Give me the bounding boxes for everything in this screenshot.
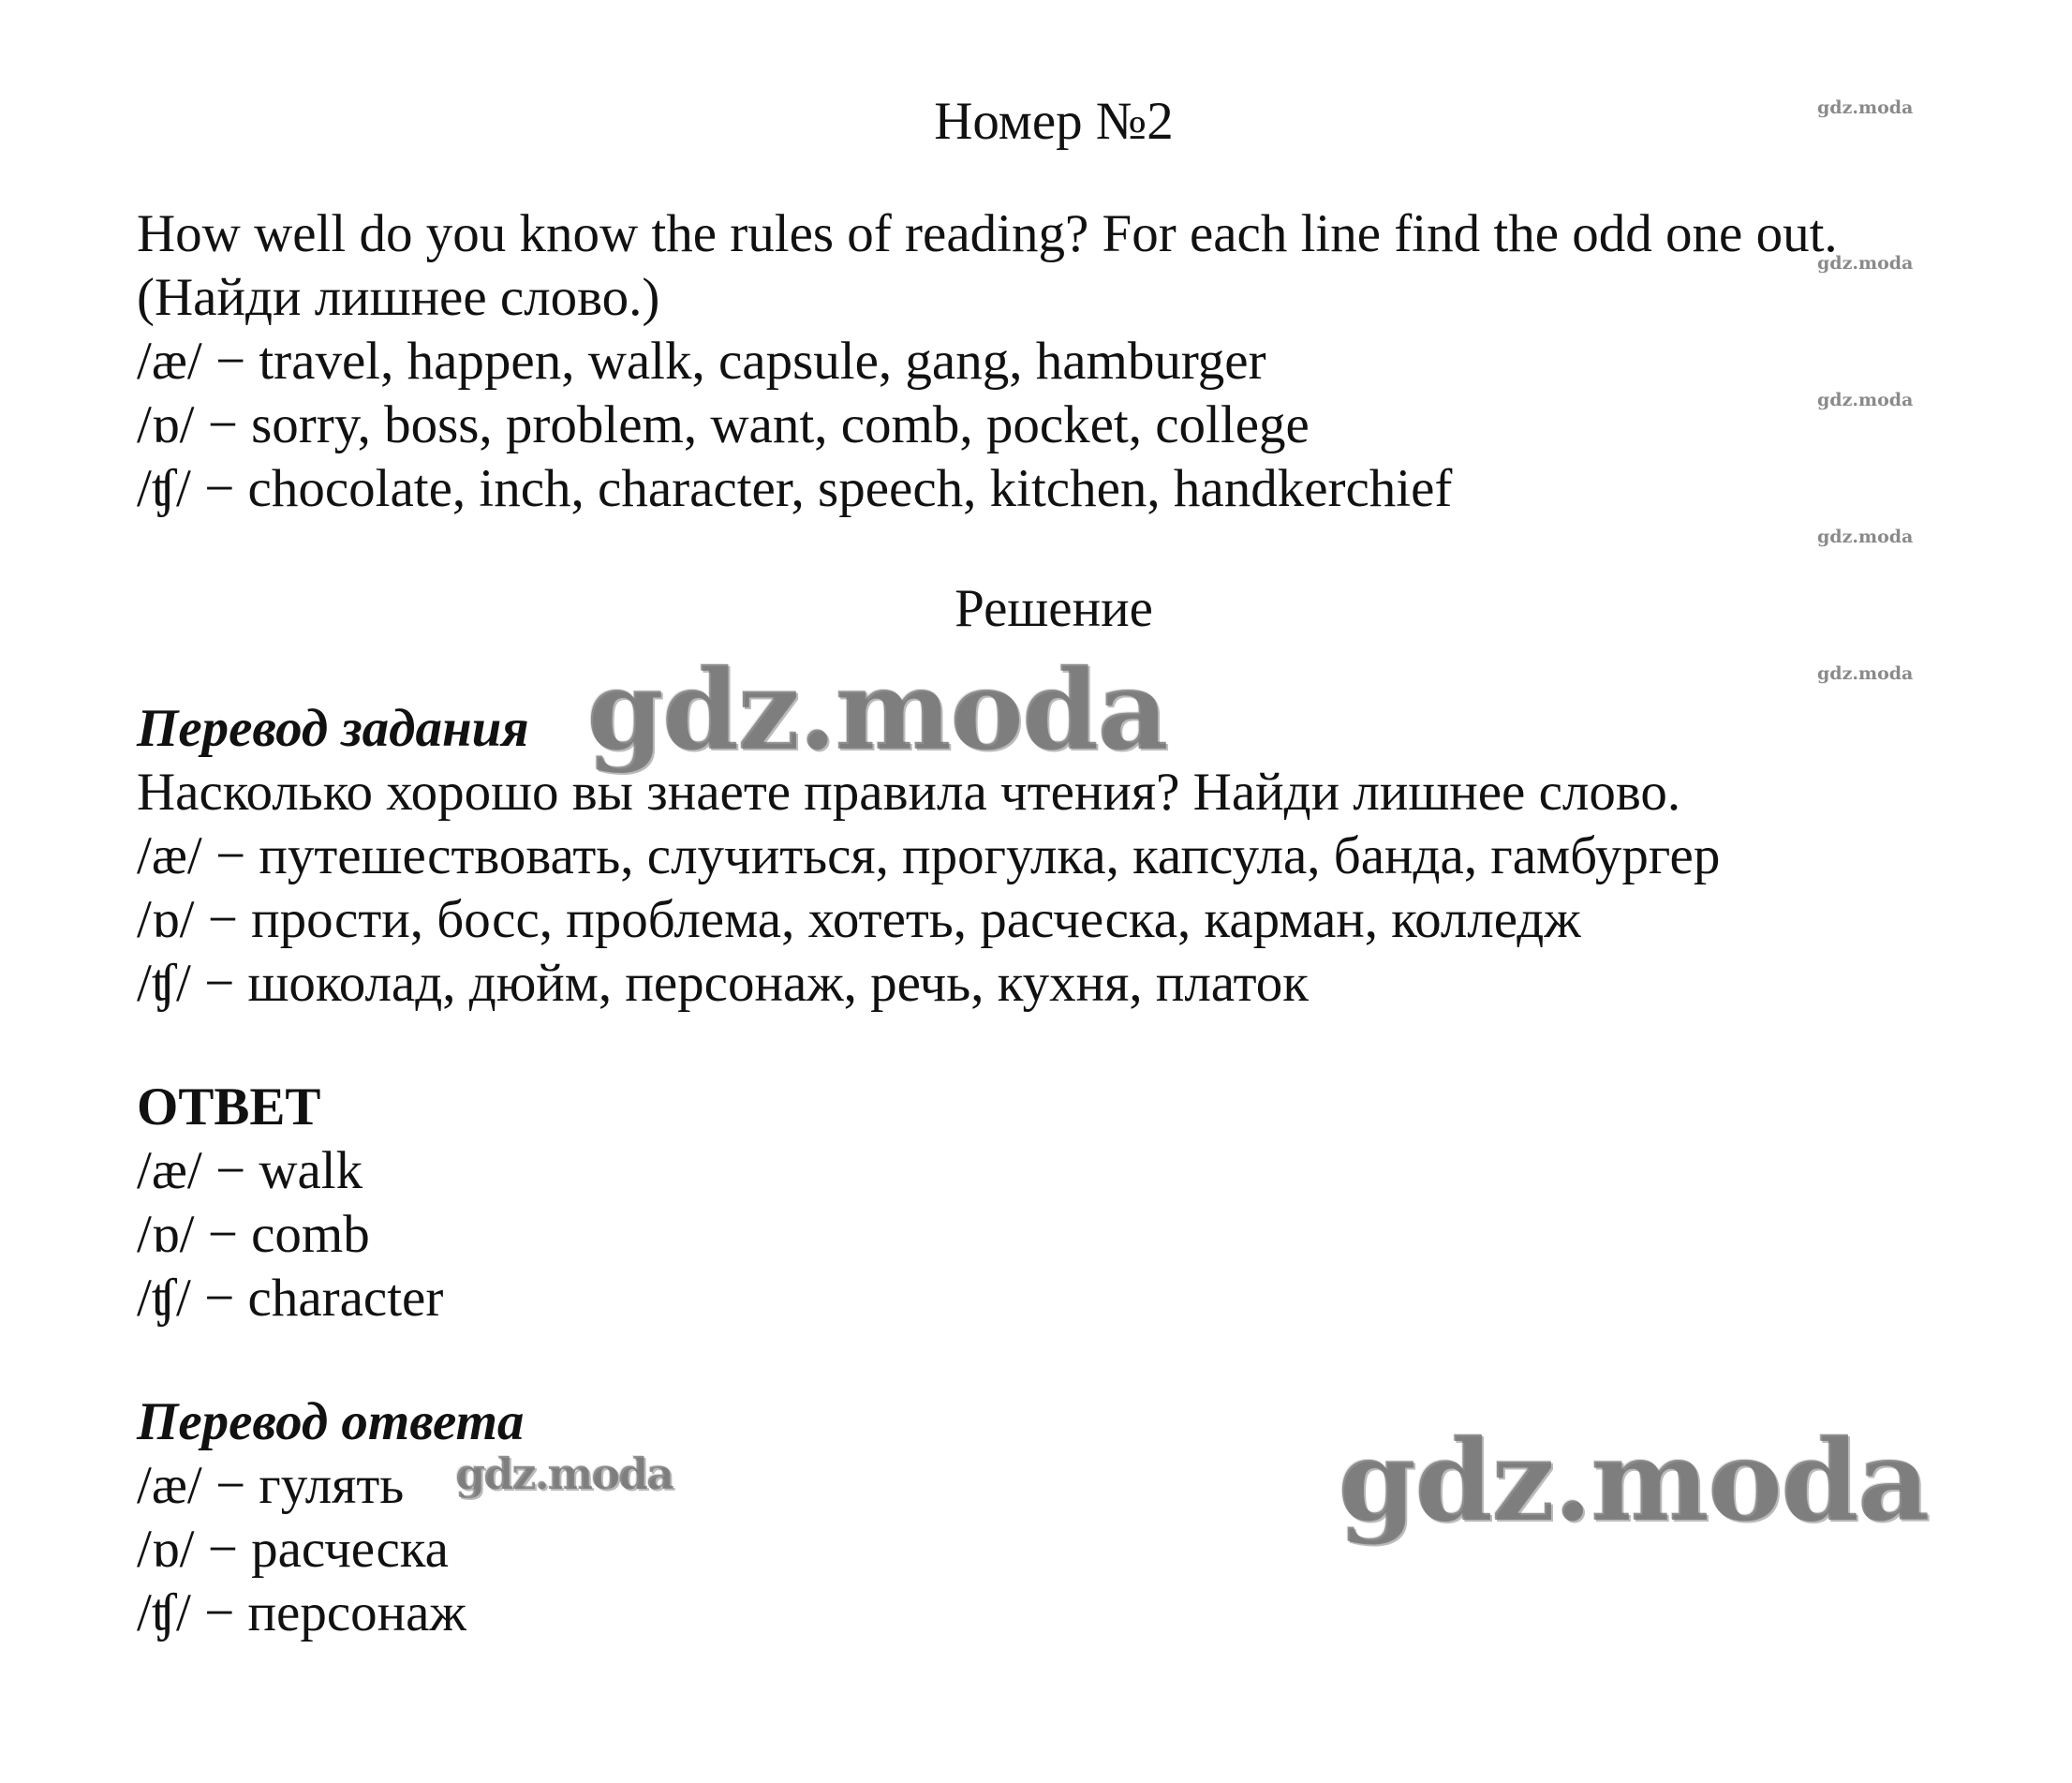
task-instruction: How well do you know the rules of reading? For each line find the odd one out. — [137, 204, 1838, 263]
watermark-medium: gdz.moda — [455, 1449, 673, 1499]
translation-line-ch: /ʧ/ − шоколад, дюйм, персонаж, речь, кухня, платок — [137, 954, 1309, 1013]
translation-text: Насколько хорошо вы знаете правила чтения? Найди лишнее слово. — [137, 763, 1681, 822]
watermark-small-5: gdz.moda — [1817, 663, 1914, 684]
task-line-ch: /ʧ/ − chocolate, inch, character, speech, kitchen, handkerchief — [137, 459, 1453, 518]
watermark-small-3: gdz.moda — [1817, 390, 1914, 410]
answer-translation-heading: Перевод ответа — [137, 1392, 525, 1451]
translation-line-ae: /æ/ − путешествовать, случиться, прогулка, капсула, банда, гамбургер — [137, 826, 1721, 885]
answer-translation-line-ae: /æ/ − гулять — [137, 1456, 405, 1515]
solution-heading: Решение — [955, 579, 1153, 638]
translation-line-o: /ɒ/ − прости, босс, проблема, хотеть, расческа, карман, колледж — [137, 890, 1581, 949]
page-title: Номер №2 — [934, 92, 1174, 151]
answer-translation-line-o: /ɒ/ − расческа — [137, 1520, 449, 1579]
watermark-large-2: gdz.moda — [1338, 1415, 1929, 1547]
task-line-ae: /æ/ − travel, happen, walk, capsule, gang, hamburger — [137, 332, 1266, 391]
watermark-small-4: gdz.moda — [1817, 527, 1914, 547]
watermark-small-1: gdz.moda — [1817, 97, 1914, 118]
translation-heading: Перевод задания — [137, 699, 529, 758]
watermark-small-2: gdz.moda — [1817, 253, 1914, 274]
answer-line-ch: /ʧ/ − character — [137, 1269, 444, 1328]
answer-heading: ОТВЕТ — [137, 1077, 321, 1137]
task-instruction-ru: (Найди лишнее слово.) — [137, 268, 660, 327]
answer-line-ae: /æ/ − walk — [137, 1141, 363, 1200]
task-line-o: /ɒ/ − sorry, boss, problem, want, comb, pocket, college — [137, 395, 1310, 454]
answer-translation-line-ch: /ʧ/ − персонаж — [137, 1583, 466, 1642]
answer-line-o: /ɒ/ − comb — [137, 1205, 370, 1264]
watermark-large-1: gdz.moda — [586, 645, 1167, 775]
